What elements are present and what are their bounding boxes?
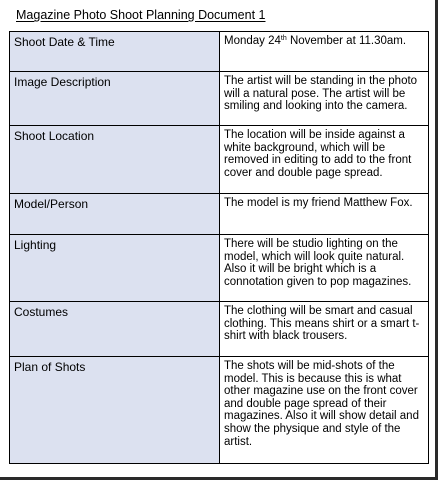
row-label-image-description: Image Description [10,72,220,126]
row-label-shoot-date: Shoot Date & Time [10,32,220,72]
table-row-lighting [10,235,429,302]
shoot-date-ordinal-suffix: th [280,35,287,42]
row-value-model-person: The model is my friend Matthew Fox. [220,194,429,235]
row-label-costumes: Costumes [10,302,220,357]
shoot-date-text: Monday 24 [224,35,281,47]
shoot-date-time-text: November at 11.30am. [286,35,407,47]
document-title: Magazine Photo Shoot Planning Document 1 [16,8,266,22]
table-row-plan-of-shots [10,357,429,464]
planning-table [9,31,429,464]
row-label-model-person: Model/Person [10,194,220,235]
row-value-plan-of-shots: The shots will be mid-shots of the model. This is because this is what other magazine use on the front cover and double page spread of their magazines. Also it will show detail and show the physique and style of the artist. [220,357,429,464]
row-label-shoot-location: Shoot Location [10,126,220,194]
row-value-costumes: The clothing will be smart and casual clothing. This means shirt or a smart t-shirt with black trousers. [220,302,429,357]
table-row-shoot-location [10,126,429,194]
row-label-lighting: Lighting [10,235,220,302]
table-row-model-person [10,194,429,235]
row-value-shoot-date [220,32,429,72]
table-row-image-description [10,72,429,126]
row-value-shoot-location: The location will be inside against a white background, which will be removed in editing to add to the front cover and double page spread. [220,126,429,194]
row-value-lighting: There will be studio lighting on the model, which will look quite natural. Also it will be bright which is a connotation given to pop magazines. [220,235,429,302]
table-row-shoot-date [10,32,429,72]
row-value-image-description: The artist will be standing in the photo will a natural pose. The artist will be smiling and looking into the camera. [220,72,429,126]
table-row-costumes [10,302,429,357]
row-label-plan-of-shots: Plan of Shots [10,357,220,464]
